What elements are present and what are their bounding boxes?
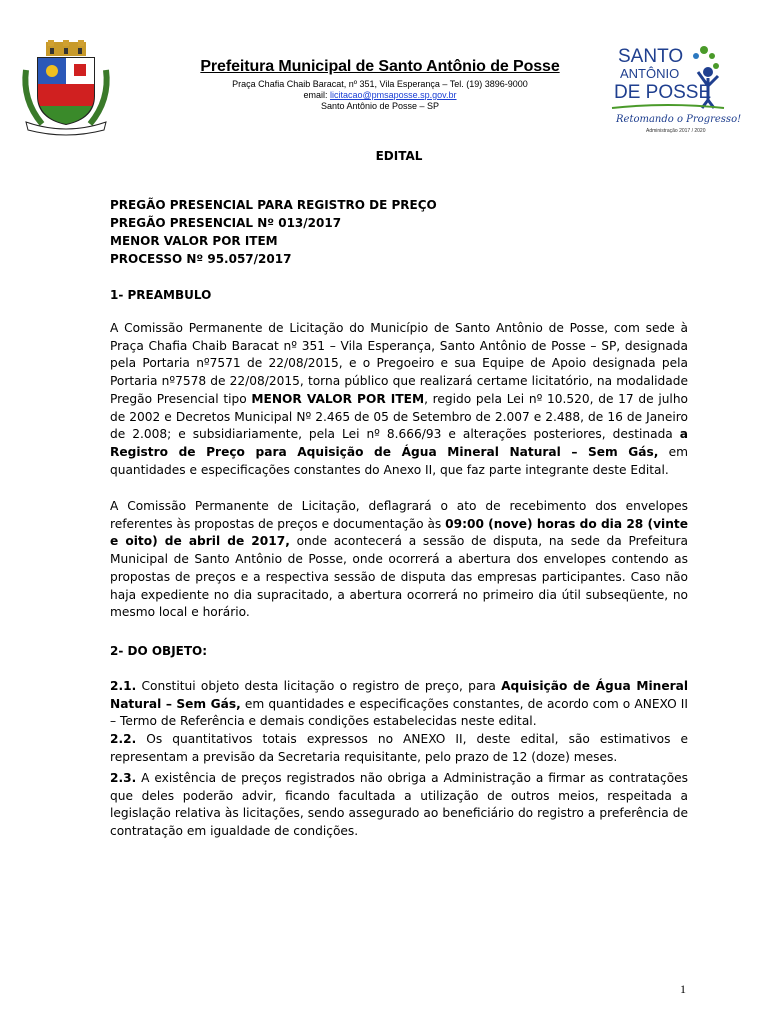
- p1-text-a: A Comissão Permanente de Licitação do Município de Santo Antônio de Posse, com sede à Praça Chafia Chaib Baracat nº 351 – Vila Esperança, Santo Antônio de Posse – SP, designada pela Portaria nº7571 de 22/08/2015, e o Pregoeiro e sua Equipe de Apoio designada pela Portaria nº7578 de 22/08/2015, torna público que realizará certame licitatório, na modalidade Pregão Presencial tipo: [110, 321, 688, 406]
- item-2-1-text-a: Constitui objeto desta licitação o registro de preço, para: [136, 679, 502, 693]
- header-address: Praça Chafia Chaib Baracat, nº 351, Vila Esperança – Tel. (19) 3896-9000: [232, 79, 528, 89]
- p1-text-d: a Registro de Preço para Aquisição de Água Mineral Natural – Sem Gás,: [110, 427, 688, 459]
- logo-sub: Administração 2017 / 2020: [646, 128, 706, 134]
- p2-text-c: onde acontecerá a sessão de disputa, na sede da Prefeitura Municipal de Santo Antônio de Posse, onde ocorrerá a abertura dos envelopes contendo as propostas de preços e a respectiva sessão de disputa das empresas participantes. Caso não haja expediente no dia supracitado, a abertura ocorrerá no primeiro dia útil subseqüente, no mesmo local e horário.: [110, 534, 688, 620]
- heading-menor-valor: MENOR VALOR POR ITEM: [110, 234, 278, 248]
- item-2-1-text-b: Aquisição de Água Mineral Natural – Sem Gás,: [110, 679, 688, 711]
- item-2-2-text: Os quantitativos totais expressos no ANEXO II, deste edital, são estimativos e representam a previsão da Secretaria requisitante, pelo prazo de 12 (doze) meses.: [110, 732, 688, 764]
- p1-text-c: , regido pela Lei nº 10.520, de 17 de julho de 2002 e Decretos Municipal Nº 2.465 de 05 de Setembro de 2.007 e 2.488, de 16 de Janeiro de 2.008; e subsidiariamente, pela Lei nº 8.666/93 e alterações posteriores, destinada: [110, 391, 688, 442]
- header-title: Prefeitura Municipal de Santo Antônio de Posse: [200, 58, 560, 75]
- email-prefix: email:: [303, 90, 330, 100]
- logo-text-line1: SANTO: [618, 46, 684, 67]
- heading-processo: PROCESSO Nº 95.057/2017: [110, 252, 292, 266]
- item-2-1-number: 2.1.: [110, 679, 137, 693]
- item-2-1-text-c: em quantidades e especificações constantes, de acordo com o ANEXO II – Termo de Referência e demais condições estabelecidas neste edital.: [110, 696, 688, 729]
- item-2-3: [110, 770, 688, 841]
- p2-text-a: A Comissão Permanente de Licitação, deflagrará o ato de recebimento dos envelopes referentes às propostas de preços e documentação às: [110, 499, 688, 531]
- heading-pregao-numero: PREGÃO PRESENCIAL Nº 013/2017: [110, 216, 342, 230]
- section2-title: 2- DO OBJETO:: [110, 644, 208, 658]
- p1-text-b: MENOR VALOR POR ITEM: [251, 391, 425, 406]
- logo-text-line3: DE POSSE: [614, 82, 712, 103]
- header-email-line: [170, 90, 590, 101]
- header-city: Santo Antônio de Posse – SP: [320, 101, 440, 111]
- p1-text-e: em quantidades e especificações constantes do Anexo II, que faz parte integrante deste Edital.: [110, 444, 688, 477]
- p2-text-b: 09:00 (nove) horas do dia 28 (vinte e oito) de abril de 2017,: [110, 516, 688, 549]
- preambulo-paragraph-1: [110, 320, 688, 479]
- email-link[interactable]: licitacao@pmsaposse.sp.gov.br: [329, 90, 457, 100]
- item-2-2-number: 2.2.: [110, 732, 137, 746]
- item-2-3-text: A existência de preços registrados não obriga a Administração a firmar as contratações que deles poderão advir, ficando facultada a utilização de outros meios, respeitada a legislação relativa às licitações, sendo assegurado ao beneficiário do registro a preferência de contratação em igualdade de condições.: [110, 771, 688, 839]
- heading-pregao-registro: PREGÃO PRESENCIAL PARA REGISTRO DE PREÇO: [110, 198, 437, 212]
- item-2-1: [110, 678, 688, 731]
- municipal-coat-of-arms-icon: [20, 40, 112, 136]
- logo-slogan: Retomando o Progresso!: [616, 114, 742, 125]
- page-number: 1: [680, 982, 686, 996]
- santo-antonio-de-posse-logo-icon: [612, 42, 742, 138]
- logo-text-line2: ANTÔNIO: [620, 66, 680, 81]
- document-title: EDITAL: [375, 149, 423, 163]
- section1-title: 1- PREAMBULO: [110, 288, 212, 302]
- item-2-2: [110, 731, 688, 766]
- item-2-3-number: 2.3.: [110, 771, 137, 785]
- preambulo-paragraph-2: [110, 498, 688, 622]
